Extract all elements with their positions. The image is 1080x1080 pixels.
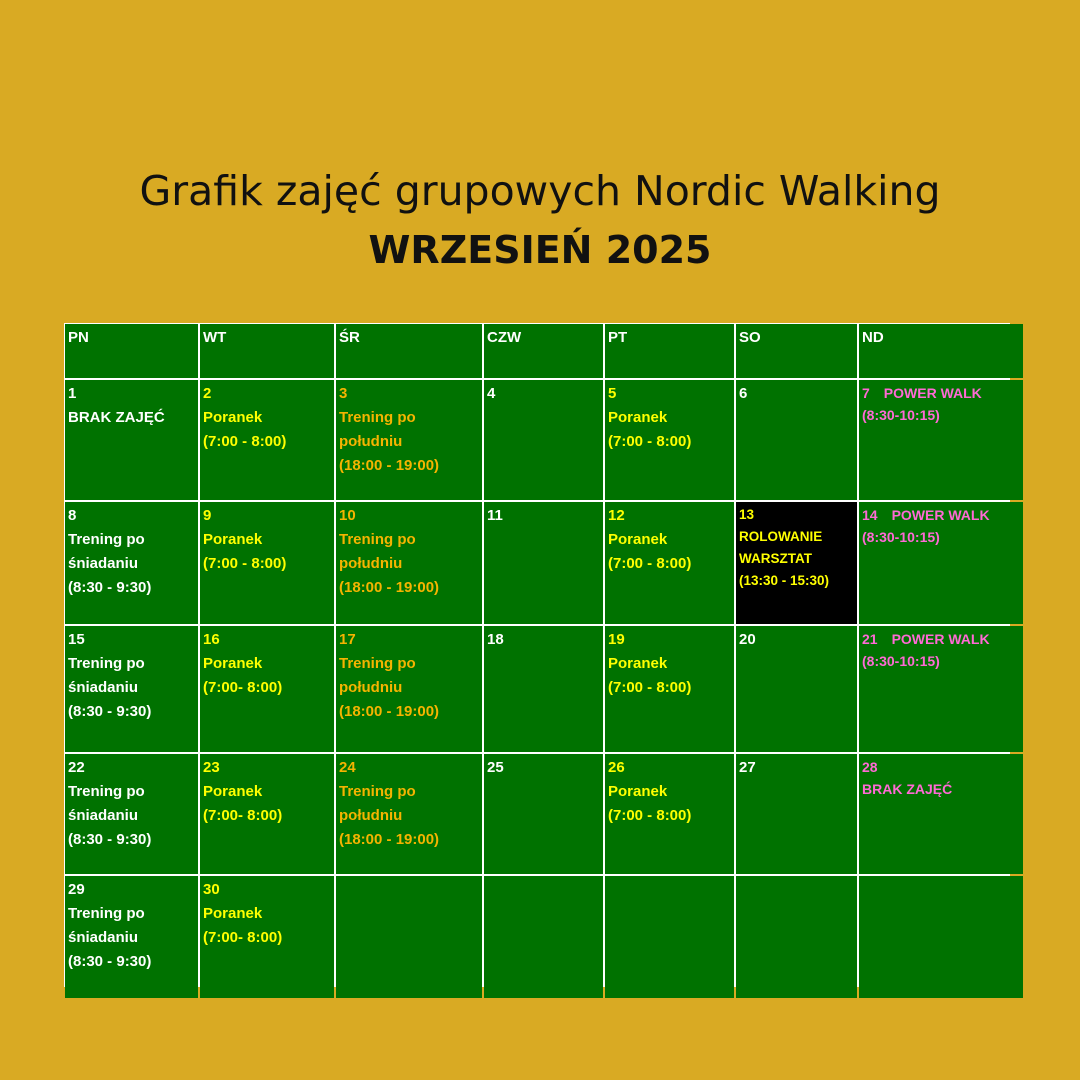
event-text: Trening po (339, 531, 416, 548)
event-text: Poranek (608, 783, 668, 800)
weekday-header-sr: ŚR (336, 324, 482, 378)
event-time: (7:00 - 8:00) (608, 555, 692, 572)
day-cell (336, 754, 482, 874)
event-text: ROLOWANIE (739, 529, 823, 544)
day-number: 28 (862, 759, 878, 775)
event-time: (8:30 - 9:30) (68, 579, 152, 596)
event-text: Poranek (203, 531, 263, 548)
page-title: Grafik zajęć grupowych Nordic Walking (139, 167, 941, 215)
event-text: Trening po (68, 905, 145, 922)
event-time: (18:00 - 19:00) (339, 703, 440, 720)
event-time: (18:00 - 19:00) (339, 831, 440, 848)
day-number: 14 (862, 507, 878, 523)
event-time: (7:00 - 8:00) (608, 679, 692, 696)
event-time: (18:00 - 19:00) (339, 579, 440, 596)
day-cell (200, 626, 334, 752)
event-text: południu (339, 679, 403, 696)
day-cell (65, 380, 198, 500)
day-cell (484, 754, 603, 874)
event-time: (8:30 - 9:30) (68, 953, 152, 970)
day-cell (859, 380, 1023, 500)
empty-cell (859, 876, 1023, 998)
day-cell (859, 754, 1023, 874)
event-text: Poranek (203, 783, 263, 800)
event-text: Trening po (339, 655, 416, 672)
day-cell (859, 502, 1023, 624)
event-text: WARSZTAT (739, 551, 812, 566)
day-number: 11 (487, 507, 503, 524)
day-number: 6 (739, 385, 748, 402)
day-cell (859, 626, 1023, 752)
event-text: Trening po (68, 531, 145, 548)
event-text: Trening po (68, 655, 145, 672)
day-number: 7 (862, 385, 870, 401)
event-time: (8:30-10:15) (862, 407, 940, 423)
day-number: 3 (339, 385, 348, 402)
day-cell (336, 502, 482, 624)
weekday-header-pn: PN (65, 324, 198, 378)
day-cell (736, 754, 857, 874)
day-cell (736, 380, 857, 500)
day-number: 18 (487, 631, 504, 648)
event-text: Trening po (339, 409, 416, 426)
day-cell (605, 380, 734, 500)
day-cell (484, 380, 603, 500)
event-time: (7:00- 8:00) (203, 929, 283, 946)
day-cell-highlight (736, 502, 857, 624)
event-time: (7:00 - 8:00) (608, 807, 692, 824)
day-cell (65, 502, 198, 624)
day-number: 21 (862, 631, 878, 647)
empty-cell (605, 876, 734, 998)
month-heading: WRZESIEŃ 2025 (368, 228, 712, 272)
day-number: 25 (487, 759, 504, 776)
weekday-header-czw: CZW (484, 324, 603, 378)
weekday-header-so: SO (736, 324, 857, 378)
empty-cell (736, 876, 857, 998)
day-number: 2 (203, 385, 212, 402)
day-cell (200, 502, 334, 624)
day-number: 23 (203, 759, 220, 776)
event-text: Trening po (339, 783, 416, 800)
event-text: śniadaniu (68, 929, 139, 946)
day-number: 17 (339, 631, 356, 648)
event-time: (7:00 - 8:00) (203, 433, 287, 450)
event-time: (8:30-10:15) (862, 653, 940, 669)
day-number: 24 (339, 759, 356, 776)
empty-cell (336, 876, 482, 998)
event-text: południu (339, 555, 403, 572)
event-time: (7:00- 8:00) (203, 679, 283, 696)
event-text: POWER WALK (883, 385, 982, 401)
event-time: (13:30 - 15:30) (739, 573, 830, 588)
day-cell (200, 380, 334, 500)
day-number: 10 (339, 507, 356, 524)
day-cell (65, 876, 198, 998)
event-time: (7:00 - 8:00) (203, 555, 287, 572)
event-text: Poranek (203, 409, 263, 426)
day-number: 19 (608, 631, 625, 648)
event-text: Poranek (203, 655, 263, 672)
event-text: śniadaniu (68, 807, 139, 824)
day-cell (200, 876, 334, 998)
day-number: 8 (68, 507, 77, 524)
day-number: 5 (608, 385, 617, 402)
day-cell (605, 754, 734, 874)
event-text: południu (339, 807, 403, 824)
day-number: 22 (68, 759, 85, 776)
day-cell (484, 502, 603, 624)
event-text: BRAK ZAJĘĆ (68, 409, 165, 426)
event-time: (7:00- 8:00) (203, 807, 283, 824)
event-text: Poranek (608, 655, 668, 672)
event-text: BRAK ZAJĘĆ (862, 781, 953, 797)
day-number: 29 (68, 881, 85, 898)
event-text: południu (339, 433, 403, 450)
day-cell (736, 626, 857, 752)
day-number: 12 (608, 507, 625, 524)
event-text: śniadaniu (68, 555, 139, 572)
event-time: (7:00 - 8:00) (608, 433, 692, 450)
day-cell (200, 754, 334, 874)
event-text: Poranek (608, 409, 668, 426)
calendar-grid (64, 323, 1010, 987)
empty-cell (484, 876, 603, 998)
event-text: POWER WALK (891, 631, 990, 647)
day-number: 27 (739, 759, 756, 776)
event-text: Trening po (68, 783, 145, 800)
event-time: (8:30-10:15) (862, 529, 940, 545)
event-time: (8:30 - 9:30) (68, 703, 152, 720)
day-cell (336, 380, 482, 500)
event-time: (8:30 - 9:30) (68, 831, 152, 848)
event-time: (18:00 - 19:00) (339, 457, 440, 474)
day-number: 13 (739, 507, 755, 522)
weekday-header-nd: ND (859, 324, 1023, 378)
day-cell (65, 754, 198, 874)
day-cell (605, 502, 734, 624)
day-cell (605, 626, 734, 752)
day-cell (484, 626, 603, 752)
day-number: 1 (68, 385, 77, 402)
day-number: 15 (68, 631, 85, 648)
day-cell (336, 626, 482, 752)
day-cell (65, 626, 198, 752)
day-number: 9 (203, 507, 212, 524)
weekday-header-pt: PT (605, 324, 734, 378)
event-text: śniadaniu (68, 679, 139, 696)
day-number: 16 (203, 631, 220, 648)
event-text: Poranek (608, 531, 668, 548)
event-text: POWER WALK (891, 507, 990, 523)
event-text: Poranek (203, 905, 263, 922)
day-number: 4 (487, 385, 496, 402)
day-number: 26 (608, 759, 625, 776)
day-number: 30 (203, 881, 220, 898)
weekday-header-wt: WT (200, 324, 334, 378)
day-number: 20 (739, 631, 756, 648)
